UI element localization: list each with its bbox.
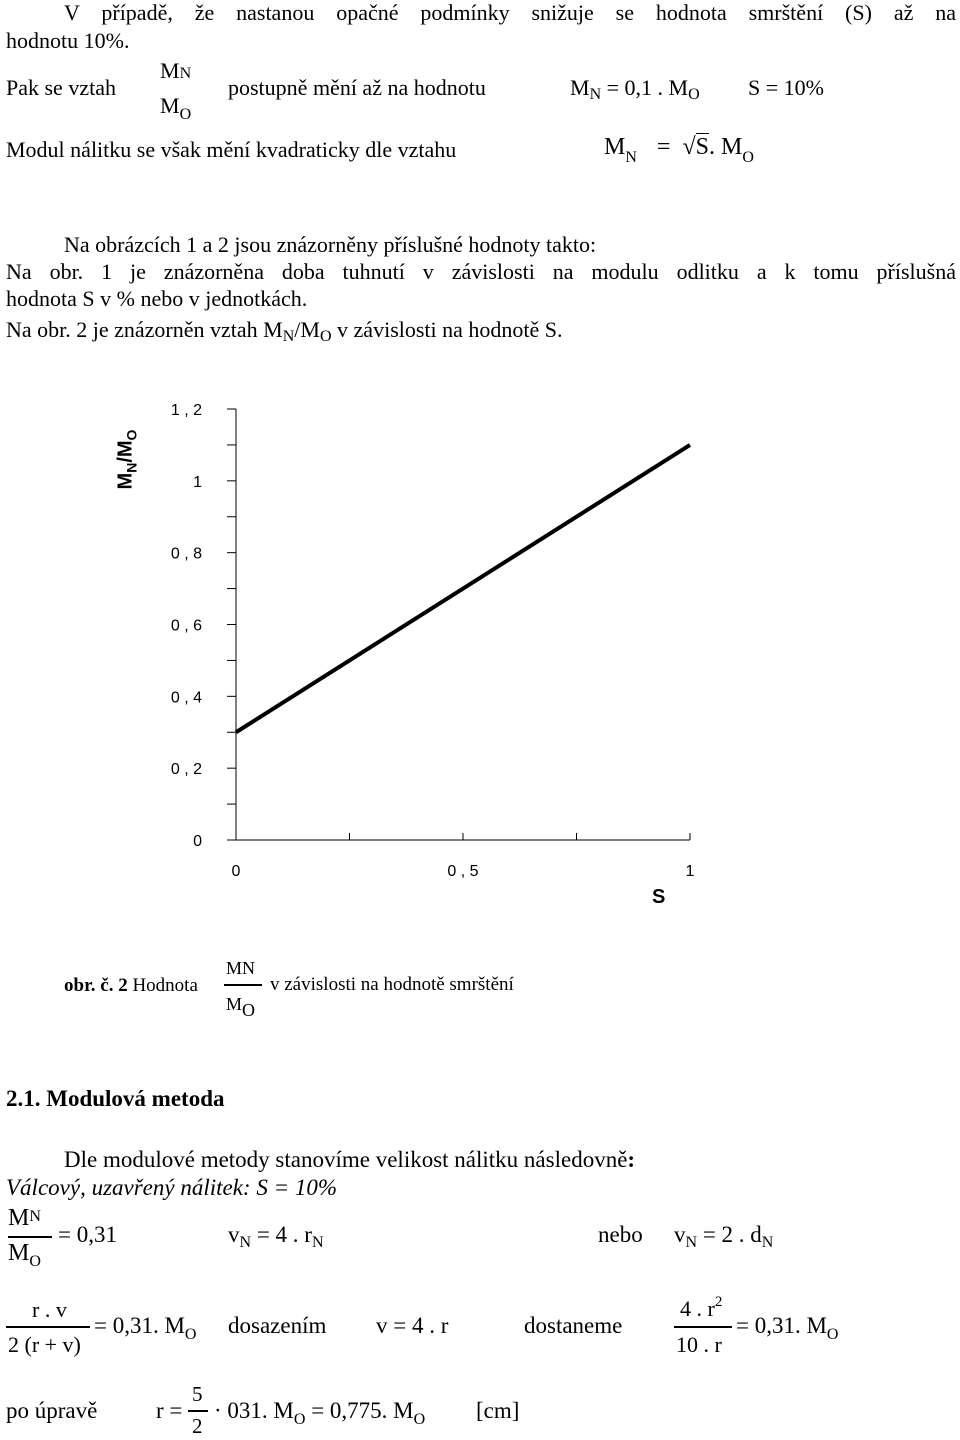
relation-equation: MN = 0,1 . MO (570, 75, 700, 103)
para1-line1: V případě, že nastanou opačné podmínky snižuje se hodnota smrštění (S) až na (64, 0, 956, 25)
f1-line (8, 1236, 52, 1238)
f2-den: 2 (r + v) (8, 1332, 81, 1357)
caption-fraction-den: MO (226, 994, 256, 1020)
chart-xlabel: S (652, 886, 666, 908)
chart-y-tick-label: 1 , 2 (170, 402, 202, 419)
f3-den: 10 . r (676, 1332, 722, 1357)
caption: obr. č. 2 Hodnota (64, 975, 198, 996)
chart-y-tick-label: 0 , 2 (170, 761, 202, 779)
section-heading: 2.1. Modulová metoda (6, 1086, 225, 1111)
caption-fraction-num: MN (226, 958, 256, 978)
chart-y-tick-label: 0 , 4 (170, 689, 202, 707)
frac5-den: 2 (192, 1414, 203, 1438)
chart-y-tick-label: 1 (193, 473, 202, 491)
relation-fraction-numerator: MN (160, 58, 192, 83)
f2-rhs: = 0,31. $M_O$ (94, 1313, 197, 1343)
dosazenim: dosazením (228, 1313, 327, 1338)
frac5-num: 5 (192, 1382, 203, 1406)
chart-x-tick-label: 0 (231, 863, 241, 880)
modul-formula: $M_N = √S$. $M_O$ (604, 134, 754, 166)
fig1-line2: hodnota S v % nebo v jednotkách. (6, 286, 308, 311)
relation-middle: postupně mění až na hodnotu (228, 75, 486, 100)
sqrt-symbol: √ (682, 134, 696, 160)
frac5-line (188, 1410, 208, 1412)
fig2-line: Na obr. 2 je znázorněn vztah MN/MO v závislosti na hodnotě S. (6, 317, 563, 345)
vn-formula-1: $v_N = 4$ . $r_N$ (228, 1222, 324, 1251)
f3-line (674, 1326, 732, 1328)
f3-rhs: = 0,31. $M_O$ (736, 1313, 839, 1343)
r-eq: r = (156, 1398, 183, 1423)
method-intro: Dle modulové metody stanovíme velikost nálitku následovně: (64, 1147, 636, 1172)
f3-num: 4 . $r^2$ (680, 1294, 723, 1321)
caption-after: v závislosti na hodnotě smrštění (270, 974, 514, 995)
nebo: nebo (598, 1222, 643, 1247)
relation-prefix: Pak se vztah (6, 75, 116, 100)
modul-text: Modul nálitku se však mění kvadraticky dle vztahu (6, 137, 457, 162)
chart-x-tick-label: 1 (685, 863, 695, 880)
f1-rhs: = 0,31 (58, 1222, 117, 1247)
f1-num: MN (8, 1205, 41, 1231)
relation-fraction-denominator: $M_O$ (160, 93, 192, 123)
chart-y-tick-label: 0 , 8 (170, 545, 202, 563)
chart-y-tick-label: 0 , 6 (170, 617, 202, 635)
po-uprave: po úpravě (6, 1398, 98, 1423)
method-italic: Válcový, uzavřený nálitek: S = 10% (6, 1175, 338, 1200)
unit: [cm] (476, 1398, 520, 1423)
chart-series-line (236, 445, 690, 732)
caption-fraction-line (224, 984, 262, 986)
relation-s-value: S = 10% (748, 75, 824, 100)
f2-line (6, 1326, 90, 1328)
figures-intro: Na obrázcích 1 a 2 jsou znázorněny příslušné hodnoty takto: (64, 232, 597, 257)
chart-x-tick-label: 0 , 5 (447, 863, 479, 880)
chart-ylabel: $M_N/M_O$ (114, 429, 140, 490)
vn-formula-2: $v_N = 2$ . $d_N$ (674, 1222, 774, 1251)
f2-num: r . v (32, 1297, 67, 1322)
fig1-line1: Na obr. 1 je znázorněna doba tuhnutí v závislosti na modulu odlitku a k tomu příslušná (6, 259, 956, 284)
v-eq: v = 4 . r (376, 1313, 449, 1338)
dostaneme: dostaneme (524, 1313, 623, 1338)
chart-y-tick-label: 0 (193, 833, 202, 850)
para1-line2: hodnotu 10%. (6, 28, 130, 53)
f1-den: $M_O$ (8, 1240, 41, 1270)
r-rest: · 031. $M_O = 0,775$. $M_O$ (214, 1398, 426, 1428)
